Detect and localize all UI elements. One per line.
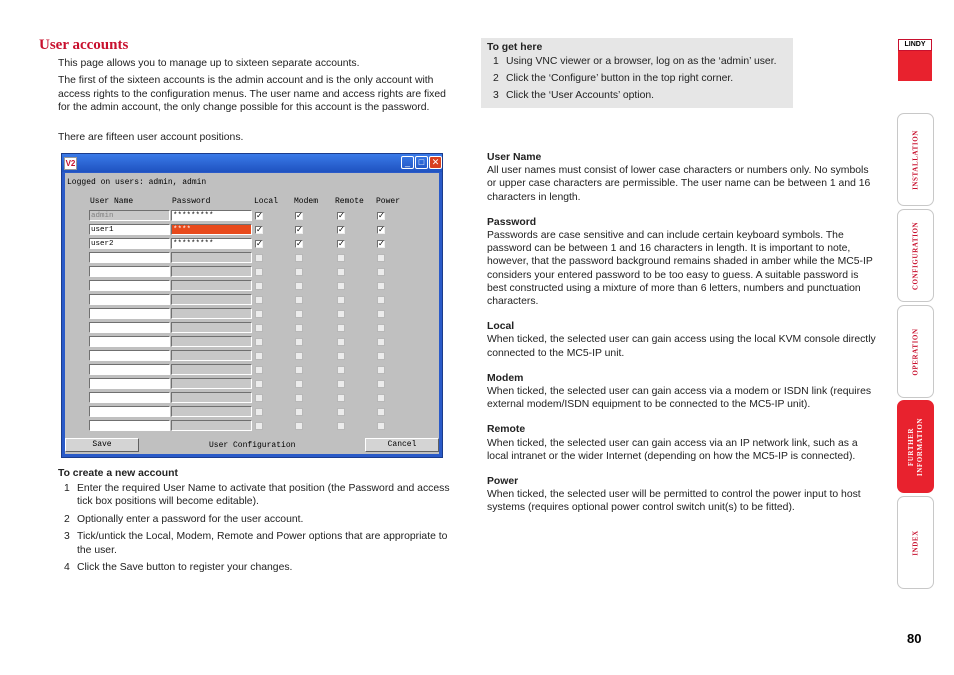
user-name-input[interactable]	[89, 406, 170, 417]
local-checkbox	[255, 338, 263, 346]
password-input	[171, 392, 252, 403]
list-item: 1 Using VNC viewer or a browser, log on as the ‘admin’ user.	[493, 56, 777, 67]
modem-checkbox	[295, 352, 303, 360]
list-item: 1 Enter the required User Name to activate that position (the Password and access tick box positions will become editable).	[64, 483, 450, 508]
modem-checkbox	[295, 268, 303, 276]
power-checkbox	[377, 366, 385, 374]
remote-checkbox	[337, 268, 345, 276]
modem-checkbox	[295, 296, 303, 304]
maximize-icon[interactable]: □	[415, 156, 428, 169]
remote-checkbox	[337, 310, 345, 318]
power-checkbox[interactable]: ✓	[378, 225, 385, 234]
user-name-input[interactable]	[89, 266, 170, 277]
list-item: 2 Click the ‘Configure’ button in the top right corner.	[493, 73, 734, 84]
local-checkbox	[255, 324, 263, 332]
field-heading-modem: Modem	[487, 372, 524, 384]
modem-checkbox	[295, 394, 303, 402]
local-checkbox	[255, 296, 263, 304]
user-name-input[interactable]	[89, 294, 170, 305]
create-heading: To create a new account	[58, 468, 178, 479]
local-checkbox	[255, 408, 263, 416]
power-checkbox	[377, 324, 385, 332]
page-number: 80	[907, 631, 922, 646]
field-heading-power: Power	[487, 476, 519, 488]
get-here-heading: To get here	[487, 42, 543, 53]
password-input	[171, 266, 252, 277]
modem-checkbox	[295, 422, 303, 430]
modem-checkbox	[295, 254, 303, 262]
user-config-window	[61, 153, 443, 458]
user-name-input[interactable]	[89, 350, 170, 361]
field-heading-user-name: User Name	[487, 152, 542, 163]
power-checkbox	[377, 408, 385, 416]
remote-checkbox[interactable]: ✓	[338, 239, 345, 248]
password-input[interactable]: *********	[171, 210, 252, 221]
remote-checkbox	[337, 366, 345, 374]
user-name-input[interactable]: user2	[89, 238, 170, 249]
user-name-input[interactable]	[89, 322, 170, 333]
col-local: Local	[254, 197, 279, 206]
user-name-input[interactable]	[89, 378, 170, 389]
tab-index[interactable]: INDEX	[897, 496, 934, 589]
modem-checkbox[interactable]: ✓	[296, 211, 303, 220]
local-checkbox	[255, 380, 263, 388]
intro-paragraph: The first of the sixteen accounts is the admin account and is the only account with access rights to the configuration menus. The user name and access rights are fixed for the admin account, the only change possible for this account is the password.	[58, 75, 446, 114]
power-checkbox	[377, 422, 385, 430]
field-text-power: When ticked, the selected user will be permitted to control the power input to host systems (requires optional power control switch unit(s) to be fitted).	[487, 489, 861, 514]
power-checkbox	[377, 380, 385, 388]
user-name-input[interactable]	[89, 420, 170, 431]
remote-checkbox	[337, 394, 345, 402]
remote-checkbox	[337, 254, 345, 262]
local-checkbox[interactable]: ✓	[256, 239, 263, 248]
local-checkbox	[255, 352, 263, 360]
user-name-input: admin	[89, 210, 170, 221]
password-input	[171, 294, 252, 305]
local-checkbox	[255, 254, 263, 262]
modem-checkbox	[295, 408, 303, 416]
user-name-input[interactable]	[89, 392, 170, 403]
list-item: 3 Click the ‘User Accounts’ option.	[493, 90, 655, 101]
field-heading-local: Local	[487, 321, 515, 333]
local-checkbox[interactable]: ✓	[256, 211, 263, 220]
user-name-input[interactable]	[89, 252, 170, 263]
password-input	[171, 252, 252, 263]
local-checkbox	[255, 394, 263, 402]
password-input	[171, 322, 252, 333]
local-checkbox	[255, 282, 263, 290]
field-text-modem: When ticked, the selected user can gain access via a modem or ISDN link (requires external modem/ISDN equipment to be connected to the MC5-IP unit).	[487, 386, 872, 411]
get-here-box	[481, 38, 793, 108]
col-user-name: User Name	[90, 197, 134, 206]
tab-configuration[interactable]: CONFIGURATION	[897, 209, 934, 302]
field-heading-remote: Remote	[487, 424, 526, 436]
user-name-input[interactable]: user1	[89, 224, 170, 235]
password-input	[171, 280, 252, 291]
power-checkbox	[377, 394, 385, 402]
cancel-button[interactable]: Cancel	[365, 438, 439, 452]
modem-checkbox	[295, 366, 303, 374]
remote-checkbox	[337, 422, 345, 430]
power-checkbox	[377, 254, 385, 262]
remote-checkbox	[337, 338, 345, 346]
user-name-input[interactable]	[89, 364, 170, 375]
minimize-icon[interactable]: _	[401, 156, 414, 169]
password-input	[171, 336, 252, 347]
remote-checkbox[interactable]: ✓	[338, 211, 345, 220]
power-checkbox[interactable]: ✓	[378, 239, 385, 248]
field-text-user-name: All user names must consist of lower case characters or numbers only. No symbols or upper case characters are permissible. The user name can be between 1 and 16 characters in length.	[487, 165, 871, 203]
power-checkbox	[377, 296, 385, 304]
power-checkbox	[377, 282, 385, 290]
password-input	[171, 378, 252, 389]
tab-operation[interactable]: OPERATION	[897, 305, 934, 398]
user-name-input[interactable]	[89, 308, 170, 319]
local-checkbox	[255, 422, 263, 430]
power-checkbox[interactable]: ✓	[378, 211, 385, 220]
field-text-remote: When ticked, the selected user can gain access via an IP network link, such as a local intranet or the wider Internet (depending on how the MC5-IP is connected).	[487, 437, 858, 462]
intro-line: This page allows you to manage up to sixteen separate accounts.	[58, 58, 360, 69]
remote-checkbox	[337, 324, 345, 332]
modem-checkbox	[295, 310, 303, 318]
remote-checkbox	[337, 408, 345, 416]
window-client	[65, 173, 439, 454]
page-title: User accounts	[39, 37, 129, 53]
modem-checkbox	[295, 324, 303, 332]
field-text-local: When ticked, the selected user can gain access using the local KVM console directly connected to the MC5-IP unit.	[487, 334, 876, 359]
modem-checkbox	[295, 282, 303, 290]
password-input[interactable]: ****	[171, 224, 252, 235]
power-checkbox	[377, 268, 385, 276]
password-input	[171, 364, 252, 375]
remote-checkbox	[337, 352, 345, 360]
intro-positions: There are fifteen user account positions.	[58, 132, 244, 143]
lindy-logo: LINDY	[898, 39, 932, 81]
local-checkbox	[255, 268, 263, 276]
user-name-input[interactable]	[89, 280, 170, 291]
modem-checkbox	[295, 380, 303, 388]
col-modem: Modem	[294, 197, 319, 206]
user-configuration-label: User Configuration	[209, 441, 296, 450]
password-input	[171, 350, 252, 361]
list-item: 4 Click the Save button to register your changes.	[64, 562, 293, 574]
password-input	[171, 308, 252, 319]
local-checkbox[interactable]: ✓	[256, 225, 263, 234]
local-checkbox	[255, 366, 263, 374]
window-titlebar	[62, 154, 442, 172]
list-item: 3 Tick/untick the Local, Modem, Remote and Power options that are appropriate to the user.	[64, 531, 448, 556]
create-steps	[58, 482, 450, 578]
col-power: Power	[376, 197, 401, 206]
remote-checkbox	[337, 380, 345, 388]
remote-checkbox[interactable]: ✓	[338, 225, 345, 234]
local-checkbox	[255, 310, 263, 318]
list-item: 2 Optionally enter a password for the user account.	[64, 513, 304, 525]
modem-checkbox[interactable]: ✓	[296, 239, 303, 248]
tab-further-information[interactable]: FURTHER INFORMATION	[897, 400, 934, 493]
password-input	[171, 406, 252, 417]
password-input	[171, 420, 252, 431]
password-input[interactable]: *********	[171, 238, 252, 249]
col-remote: Remote	[335, 197, 364, 206]
power-checkbox	[377, 310, 385, 318]
field-heading-password: Password	[487, 216, 537, 228]
vnc-app-icon: V2	[65, 159, 76, 168]
power-checkbox	[377, 352, 385, 360]
tab-installation[interactable]: INSTALLATION	[897, 113, 934, 206]
remote-checkbox	[337, 296, 345, 304]
modem-checkbox	[295, 338, 303, 346]
close-icon[interactable]: ✕	[429, 156, 442, 169]
col-password: Password	[172, 197, 211, 206]
logged-on-users: Logged on users: admin, admin	[67, 178, 207, 187]
modem-checkbox[interactable]: ✓	[296, 225, 303, 234]
user-name-input[interactable]	[89, 336, 170, 347]
remote-checkbox	[337, 282, 345, 290]
save-button[interactable]: Save	[65, 438, 139, 452]
field-descriptions	[487, 151, 877, 515]
power-checkbox	[377, 338, 385, 346]
field-text-password: Passwords are case sensitive and can include certain keyboard symbols. The password can be between 1 and 16 characters in length. It is important to note, however, that the password background remains shaded in amber while the MC5-IP considers your entered password to be too easy to guess. A suitable password is best constructed using a mixture of more than 6 letters, numbers and punctuation characters.	[487, 230, 873, 308]
